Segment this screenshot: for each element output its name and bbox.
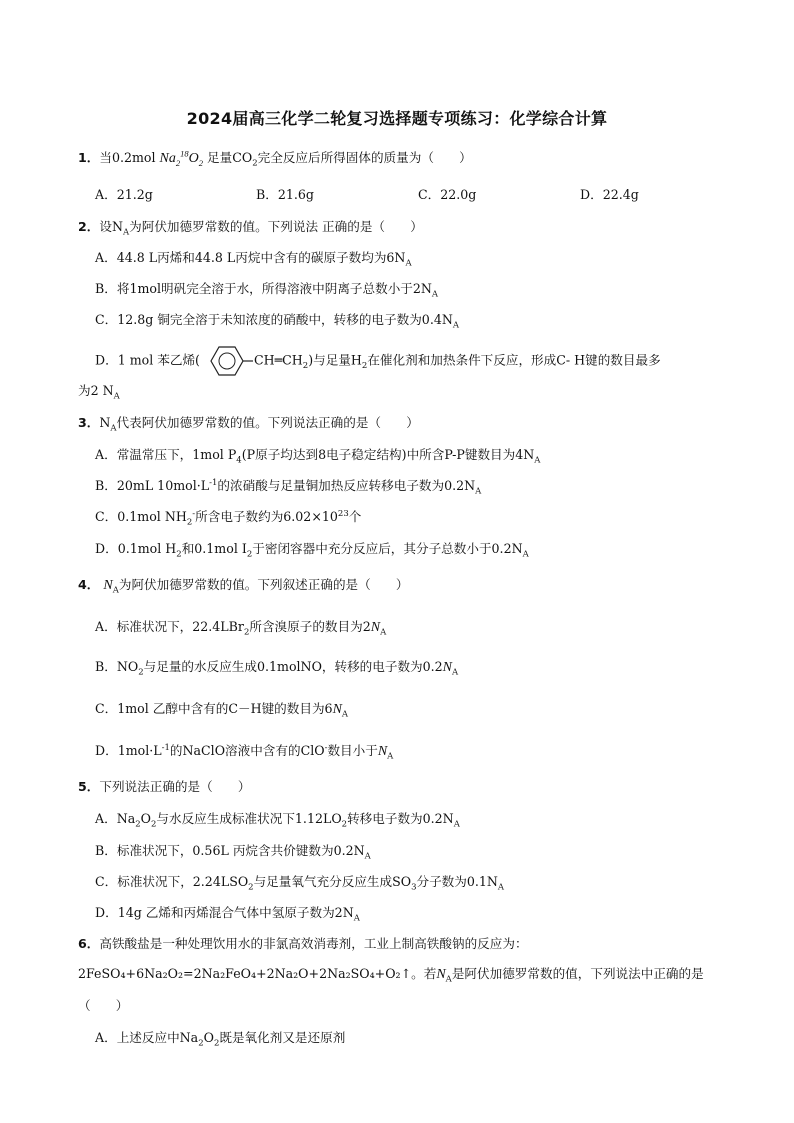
question-3: 3．$N_A$代表阿伏加德罗常数的值。下列说法正确的是（ ） [78,415,419,434]
q2-option-a: A．44.8 L丙烯和44.8 L丙烷中含有的碳原子数均为$6N_A$ [95,250,412,269]
q3-option-a: A．常温常压下，1mol $P_4(P$原子均达到8电子稳定结构)中所含P-P键数目为$4N_A$ [95,447,541,466]
question-4: 4． $N_A$为阿伏加德罗常数的值。下列叙述正确的是（ ） [78,577,409,596]
q1-option-d: D．22.4g [580,187,639,202]
q2-option-b: B．将1mol明矾完全溶于水，所得溶液中阴离子总数小于$2N_A$ [95,281,439,300]
question-2: 2．设$N_A$为阿伏加德罗常数的值。下列说法 正确的是（ ） [78,219,423,238]
q4-option-d: D．$1mol\cdot L^{-1}$的NaClO溶液中含有的ClO-数目小于$N_A$ [95,742,394,762]
q4-option-b: B．$NO_2$与足量的水反应生成0.1molNO，转移的电子数为$0.2N_A$ [95,659,459,678]
q1-option-a: A．21.2g [95,187,153,202]
page-title: 2024届高三化学二轮复习选择题专项练习：化学综合计算 [186,109,608,128]
q4-option-a: A．标准状况下，22.4LBr$_2$所含溴原子的数目为$2N_A$ [95,619,387,638]
q1-option-b: B．21.6g [256,187,314,202]
question-number: 2． [78,219,100,234]
question-number: 5． [78,779,100,794]
q3-option-b: B．20mL $10mol\cdot L^{-1}$的浓硝酸与足量铜加热反应转移电子数为$0.2N_A$ [95,477,482,497]
benzene-ring-icon [201,344,253,378]
question-5: 5．下列说法正确的是（ ） [78,779,251,794]
q5-option-c: C．标准状况下，$2.24LSO_2$与足量氧气充分反应生成$SO_3$分子数为$0.1N_A$ [95,874,505,893]
formula-na2o2: $Na_2^{18}O_2$ [159,148,204,168]
q4-option-c: C．1mol 乙醇中含有的C－H键的数目为$6N_A$ [95,701,349,720]
question-number: 6． [78,936,100,951]
q2-option-c: C．12.8g 铜完全溶于未知浓度的硝酸中，转移的电子数为$0.4N_A$ [95,312,459,331]
q5-option-d: D．14g 乙烯和丙烯混合气体中氢原子数为$2N_A$ [95,905,360,924]
q2-option-d-continued: 为2 $N_A$ [78,383,120,402]
q1-option-c: C．22.0g [418,187,477,202]
q6-answer-bracket: （ ） [78,998,129,1013]
question-number: 3． [78,415,100,430]
q3-option-d: D．0.1mol $H_2$和0.1mol $I_2$于密闭容器中充分反应后，其分子总数小于$0.2N_A$ [95,541,529,560]
question-1: 1．当0.2mol $Na_2^{18}O_2$ 足量$CO_2$完全反应后所得固体的质量为（ ） [78,148,472,169]
q5-option-a: A．$Na_2O_2$与水反应生成标准状况下$1.12LO_2$转移电子数为$0.2N_A$ [95,811,460,830]
question-number: 4． [78,577,100,592]
q2-option-d: D．1 mol 苯乙烯( $CH═CH_2$)与足量$H_2$在催化剂和加热条件下反应，形成C- H键的数目最多 [95,344,661,378]
q6-option-a: A．上述反应中$Na_2O_2$既是氧化剂又是还原剂 [95,1030,346,1049]
q3-option-c: C．0.1mol $NH_2^-$所含电子数约为$6.02\times 10^{23}$个 [95,508,362,528]
q6-equation-line: 2FeSO₄+6Na₂O₂=2Na₂FeO₄+2Na₂O+2Na₂SO₄+O₂↑。若$N_A$是阿伏加德罗常数的值，下列说法中正确的是 [78,966,704,985]
q5-option-b: B．标准状况下，0.56L 丙烷含共价键数为$0.2N_A$ [95,843,371,862]
question-number: 1． [78,150,100,165]
question-6: 6．高铁酸盐是一种处理饮用水的非氯高效消毒剂，工业上制高铁酸钠的反应为： [78,936,528,951]
